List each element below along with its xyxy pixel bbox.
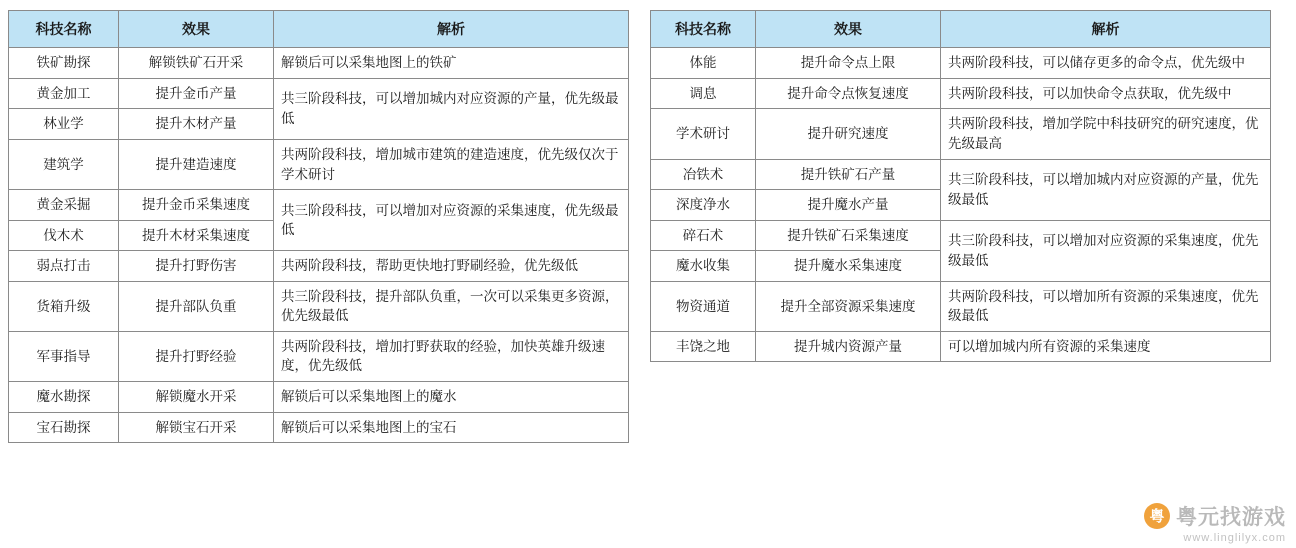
table-row — [9, 331, 629, 381]
cell-tech-effect: 提升部队负重 — [119, 281, 274, 331]
column-header-effect: 效果 — [756, 11, 941, 48]
column-header-effect: 效果 — [119, 11, 274, 48]
cell-tech-effect: 提升木材采集速度 — [119, 220, 274, 251]
cell-tech-effect: 提升铁矿石采集速度 — [756, 220, 941, 251]
cell-tech-name: 调息 — [651, 78, 756, 109]
watermark — [1144, 501, 1286, 544]
cell-tech-effect: 提升金币产量 — [119, 78, 274, 109]
cell-tech-effect: 提升铁矿石产量 — [756, 159, 941, 190]
cell-tech-desc: 解锁后可以采集地图上的铁矿 — [274, 48, 629, 79]
cell-tech-name: 丰饶之地 — [651, 331, 756, 362]
right-table-wrapper — [650, 10, 1270, 443]
table-header-row — [651, 11, 1271, 48]
column-header-name: 科技名称 — [651, 11, 756, 48]
cell-tech-desc: 共两阶段科技，可以增加所有资源的采集速度，优先级最低 — [941, 281, 1271, 331]
left-table — [8, 10, 629, 443]
cell-tech-effect: 提升打野伤害 — [119, 251, 274, 282]
cell-tech-name: 货箱升级 — [9, 281, 119, 331]
cell-tech-name: 物资通道 — [651, 281, 756, 331]
cell-tech-effect: 提升魔水产量 — [756, 190, 941, 221]
cell-tech-name: 军事指导 — [9, 331, 119, 381]
table-row — [651, 220, 1271, 251]
table-row — [651, 331, 1271, 362]
cell-tech-desc: 解锁后可以采集地图上的宝石 — [274, 412, 629, 443]
cell-tech-desc: 共三阶段科技，可以增加对应资源的采集速度，优先级最低 — [941, 220, 1271, 281]
cell-tech-name: 冶铁术 — [651, 159, 756, 190]
cell-tech-desc: 共两阶段科技，帮助更快地打野刷经验，优先级低 — [274, 251, 629, 282]
cell-tech-desc: 共两阶段科技，增加学院中科技研究的研究速度，优先级最高 — [941, 109, 1271, 159]
table-row — [9, 251, 629, 282]
cell-tech-name: 体能 — [651, 48, 756, 79]
cell-tech-effect: 提升金币采集速度 — [119, 190, 274, 221]
table-row — [651, 281, 1271, 331]
cell-tech-effect: 提升全部资源采集速度 — [756, 281, 941, 331]
table-row — [651, 109, 1271, 159]
left-table-body — [9, 48, 629, 443]
cell-tech-name: 铁矿勘探 — [9, 48, 119, 79]
cell-tech-name: 弱点打击 — [9, 251, 119, 282]
cell-tech-effect: 提升命令点恢复速度 — [756, 78, 941, 109]
cell-tech-desc: 可以增加城内所有资源的采集速度 — [941, 331, 1271, 362]
cell-tech-effect: 提升木材产量 — [119, 109, 274, 140]
right-table — [650, 10, 1271, 362]
table-row — [9, 48, 629, 79]
watermark-badge-icon: 粤 — [1144, 503, 1170, 529]
cell-tech-effect: 提升魔水采集速度 — [756, 251, 941, 282]
cell-tech-desc: 共两阶段科技，可以加快命令点获取，优先级中 — [941, 78, 1271, 109]
cell-tech-desc: 共两阶段科技，可以储存更多的命令点，优先级中 — [941, 48, 1271, 79]
table-row — [9, 281, 629, 331]
table-row — [9, 190, 629, 221]
cell-tech-name: 伐木术 — [9, 220, 119, 251]
cell-tech-desc: 共两阶段科技，增加打野获取的经验，加快英雄升级速度，优先级低 — [274, 331, 629, 381]
cell-tech-effect: 提升命令点上限 — [756, 48, 941, 79]
cell-tech-name: 宝石勘探 — [9, 412, 119, 443]
cell-tech-name: 学术研讨 — [651, 109, 756, 159]
table-row — [651, 159, 1271, 190]
cell-tech-effect: 解锁铁矿石开采 — [119, 48, 274, 79]
table-row — [651, 78, 1271, 109]
cell-tech-effect: 提升建造速度 — [119, 139, 274, 189]
watermark-row — [1144, 501, 1286, 531]
cell-tech-desc: 共两阶段科技，增加城市建筑的建造速度，优先级仅次于学术研讨 — [274, 139, 629, 189]
cell-tech-effect: 提升城内资源产量 — [756, 331, 941, 362]
cell-tech-name: 黄金加工 — [9, 78, 119, 109]
column-header-desc: 解析 — [941, 11, 1271, 48]
column-header-name: 科技名称 — [9, 11, 119, 48]
right-table-body — [651, 48, 1271, 362]
table-row — [651, 48, 1271, 79]
cell-tech-desc: 共三阶段科技，可以增加城内对应资源的产量，优先级最低 — [274, 78, 629, 139]
table-row — [9, 139, 629, 189]
cell-tech-effect: 提升打野经验 — [119, 331, 274, 381]
table-row — [9, 78, 629, 109]
table-header-row — [9, 11, 629, 48]
cell-tech-effect: 提升研究速度 — [756, 109, 941, 159]
column-header-desc: 解析 — [274, 11, 629, 48]
cell-tech-name: 深度净水 — [651, 190, 756, 221]
cell-tech-desc: 共三阶段科技，提升部队负重，一次可以采集更多资源，优先级最低 — [274, 281, 629, 331]
cell-tech-desc: 共三阶段科技，可以增加城内对应资源的产量，优先级最低 — [941, 159, 1271, 220]
cell-tech-name: 碎石术 — [651, 220, 756, 251]
watermark-text: 粤元找游戏 — [1176, 506, 1286, 529]
watermark-url: www.linglilyx.com — [1183, 532, 1286, 544]
table-row — [9, 382, 629, 413]
cell-tech-name: 建筑学 — [9, 139, 119, 189]
right-table-head — [651, 11, 1271, 48]
cell-tech-effect: 解锁魔水开采 — [119, 382, 274, 413]
cell-tech-desc: 共三阶段科技，可以增加对应资源的采集速度，优先级最低 — [274, 190, 629, 251]
left-table-head — [9, 11, 629, 48]
cell-tech-name: 魔水收集 — [651, 251, 756, 282]
cell-tech-effect: 解锁宝石开采 — [119, 412, 274, 443]
cell-tech-name: 黄金采掘 — [9, 190, 119, 221]
cell-tech-name: 林业学 — [9, 109, 119, 140]
table-row — [9, 412, 629, 443]
cell-tech-desc: 解锁后可以采集地图上的魔水 — [274, 382, 629, 413]
cell-tech-name: 魔水勘探 — [9, 382, 119, 413]
left-table-wrapper — [8, 10, 628, 443]
